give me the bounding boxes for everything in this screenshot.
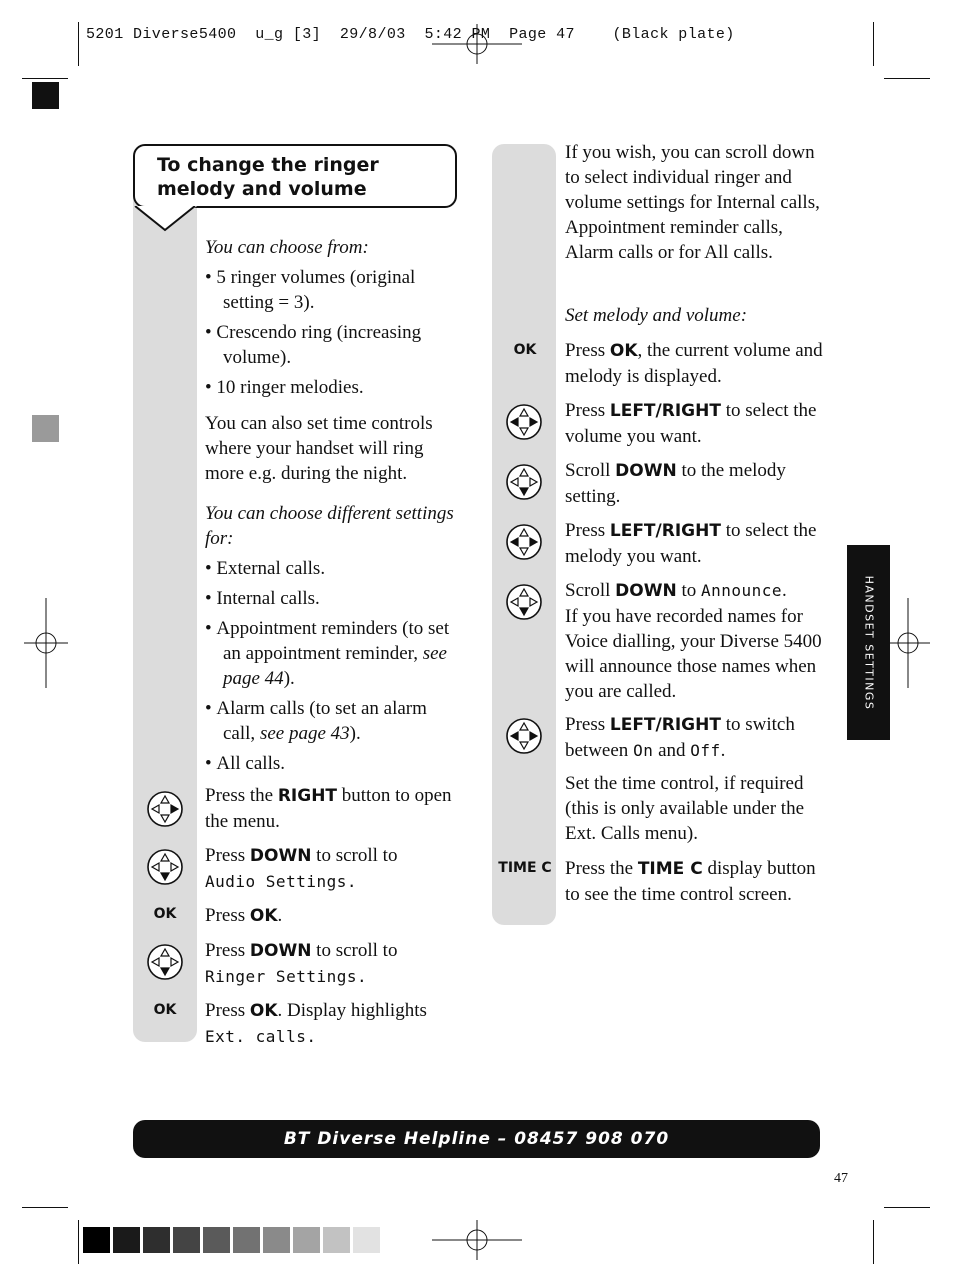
- color-swatch: [143, 1227, 170, 1253]
- step-press-ok-volume: Press OK, the current volume and melody is displayed.: [565, 340, 823, 387]
- registration-mark: [432, 1220, 522, 1260]
- crop-mark: [873, 1220, 874, 1264]
- color-swatch: [263, 1227, 290, 1253]
- step-select-melody: Press LEFT/RIGHT to select the melody you want.: [565, 520, 817, 567]
- display-text: Off: [690, 741, 721, 760]
- list-item: • Alarm calls (to set an alarm call, see page 43).: [205, 698, 427, 744]
- step-right-open-menu: Press the RIGHT button to open the menu.: [205, 785, 452, 832]
- set-melody-heading: Set melody and volume:: [565, 305, 748, 326]
- crop-mark: [78, 1220, 79, 1264]
- helpline-bar: BT Diverse Helpline – 08457 908 070: [133, 1120, 820, 1158]
- list-item: • 10 ringer melodies.: [205, 377, 364, 398]
- step-scroll-ringer-settings: Press DOWN to scroll to Ringer Settings.: [205, 940, 398, 986]
- step-select-volume: Press LEFT/RIGHT to select the volume you want.: [565, 400, 817, 447]
- color-swatch: [113, 1227, 140, 1253]
- step-press-ok-highlight: Press OK. Display highlights Ext. calls.: [205, 1000, 427, 1046]
- color-swatch: [293, 1227, 320, 1253]
- navigation-key-down-icon: [505, 463, 543, 501]
- crop-mark: [884, 1207, 930, 1208]
- display-text: Audio Settings.: [205, 872, 357, 891]
- display-text: On: [633, 741, 654, 760]
- registration-mark: [24, 598, 68, 688]
- display-text: Ringer Settings.: [205, 967, 368, 986]
- page-reference[interactable]: see page 44: [223, 643, 447, 689]
- navigation-key-left-right-icon: [505, 717, 543, 755]
- step-press-ok: Press OK.: [205, 905, 283, 926]
- display-text: Announce: [700, 581, 783, 600]
- navigation-key-right-icon: [146, 790, 184, 828]
- list-item: • Crescendo ring (increasing volume).: [205, 322, 422, 368]
- registration-mark: [886, 598, 930, 688]
- section-tab-label: HANDSET SETTINGS: [862, 575, 875, 710]
- choose-settings-heading: You can choose different settings for:: [205, 503, 454, 549]
- registration-mark: [432, 24, 522, 64]
- page-title: To change the ringer melody and volume: [157, 154, 379, 200]
- display-text: Ext. calls.: [205, 1027, 317, 1046]
- page-reference[interactable]: see page 43: [259, 723, 350, 744]
- crop-mark: [873, 22, 874, 66]
- color-swatch: [353, 1227, 380, 1253]
- section-tab: [847, 545, 890, 740]
- color-swatch: [233, 1227, 260, 1253]
- time-c-key-icon: TIME C: [498, 860, 552, 876]
- black-square-marker: [32, 82, 59, 109]
- color-swatch: [203, 1227, 230, 1253]
- navigation-key-left-right-icon: [505, 403, 543, 441]
- time-controls-paragraph: You can also set time controls where your handset will ring more e.g. during the night.: [205, 413, 433, 484]
- color-swatch: [173, 1227, 200, 1253]
- crop-mark: [22, 78, 68, 79]
- choose-from-heading: You can choose from:: [205, 237, 369, 258]
- title-pointer: [133, 206, 197, 232]
- list-item: • Appointment reminders (to set an appointment reminder, see page 44).: [205, 618, 450, 689]
- list-item: • 5 ringer volumes (original setting = 3).: [205, 267, 416, 313]
- step-press-time-c: Press the TIME C display button to see the time control screen.: [565, 858, 816, 905]
- color-swatch: [83, 1227, 110, 1253]
- list-item: • All calls.: [205, 753, 286, 774]
- ok-key-icon: OK: [153, 906, 177, 922]
- intro-paragraph: If you wish, you can scroll down to select individual ringer and volume settings for Internal calls, Appointment reminder calls, Alarm calls or for All calls.: [565, 142, 820, 263]
- navigation-key-down-icon: [146, 943, 184, 981]
- step-scroll-announce: Scroll DOWN to Announce. If you have recorded names for Voice dialling, your Diverse 5400 will announce those names when you are called.: [565, 580, 822, 702]
- list-item: • External calls.: [205, 558, 326, 579]
- page-number: 47: [834, 1171, 848, 1186]
- navigation-key-down-icon: [146, 848, 184, 886]
- time-control-paragraph: Set the time control, if required (this is only available under the Ext. Calls menu).: [565, 773, 805, 844]
- announce-description: If you have recorded names for Voice dialling, your Diverse 5400 will announce those names when you are called.: [565, 606, 822, 702]
- crop-mark: [22, 1207, 68, 1208]
- step-scroll-melody: Scroll DOWN to the melody setting.: [565, 460, 786, 507]
- color-swatch: [323, 1227, 350, 1253]
- step-toggle-on-off: Press LEFT/RIGHT to switch between On and Off.: [565, 714, 795, 761]
- grey-square-marker: [32, 415, 59, 442]
- crop-mark: [78, 22, 79, 66]
- crop-mark: [884, 78, 930, 79]
- print-header: 5201 Diverse5400 u_g [3] 29/8/03 5:42 PM Page 47 (Black plate): [86, 26, 735, 43]
- ok-key-icon: OK: [153, 1002, 177, 1018]
- step-scroll-audio-settings: Press DOWN to scroll to Audio Settings.: [205, 845, 398, 891]
- navigation-key-left-right-icon: [505, 523, 543, 561]
- navigation-key-down-icon: [505, 583, 543, 621]
- list-item: • Internal calls.: [205, 588, 320, 609]
- ok-key-icon: OK: [513, 342, 537, 358]
